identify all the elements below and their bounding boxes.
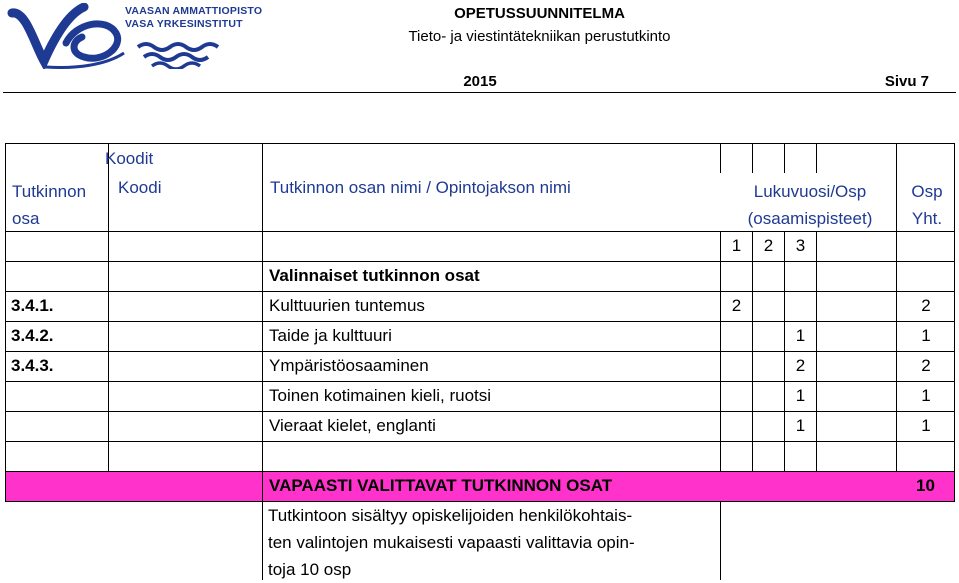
year-3-label: 3 [784,232,816,261]
row-code: 3.4.1. [11,296,54,315]
row-total: 1 [896,322,955,351]
document-title: OPETUSSUUNNITELMA [454,5,625,22]
row-name: Ympäristöosaaminen [262,352,720,381]
org-name-sv: VASA YRKESINSTITUT [125,18,243,30]
header-lukuvuosi-line1: Lukuvuosi/Osp [753,182,867,201]
table-row [5,412,955,442]
header-lukuvuosi [725,178,895,232]
header-koodit: Koodit [105,149,154,168]
row-total: 2 [896,292,955,321]
vapaa-total: 10 [916,476,935,495]
description-line1: Tutkintoon sisältyy opiskelijoiden henkilökohtais- [268,506,633,525]
row-year-3: 1 [784,322,816,351]
row-code: 3.4.3. [11,356,54,375]
table-header-row [5,143,955,232]
header-tutkinnon-osa [12,178,86,232]
row-total: 2 [896,352,955,381]
header-tutkinnon-osa-line2: osa [12,209,40,228]
row-code: 3.4.2. [11,326,54,345]
table-empty-row [5,442,955,472]
row-total: 1 [896,412,955,441]
header-osp-line1: Osp [911,182,943,201]
header-koodi: Koodi [118,178,162,197]
row-total: 1 [896,382,955,411]
description-row [5,502,955,580]
document-subtitle: Tieto- ja viestintätekniikan perustutkinto [408,28,671,45]
header-tutkinnon-osa-line1: Tutkinnon [12,182,87,201]
header-osp-line2: Yht. [911,209,943,228]
row-name: Vieraat kielet, englanti [262,412,720,441]
row-name: Taide ja kulttuuri [262,322,720,351]
header-osp-total [901,178,953,232]
table-row [5,292,955,322]
row-year-3: 1 [784,412,816,441]
header-divider [3,92,956,93]
table-row [5,382,955,412]
description-text [268,502,723,583]
row-year-1: 2 [720,292,752,321]
curriculum-table [5,143,955,580]
document-year: 2015 [463,73,497,90]
table-years-row [5,232,955,262]
description-line2: ten valintojen mukaisesti vapaasti valittavia opin- [268,533,635,552]
section-title: Valinnaiset tutkinnon osat [262,262,720,291]
header-lukuvuosi-line2: (osaamispisteet) [747,209,873,228]
header-name: Tutkinnon osan nimi / Opintojakson nimi [270,178,571,197]
row-name: Kulttuurien tuntemus [262,292,720,321]
table-row [5,352,955,382]
year-2-label: 2 [752,232,784,261]
description-line3: toja 10 osp [268,560,352,579]
section-row [5,262,955,292]
page-number: Sivu 7 [884,73,929,90]
row-name: Toinen kotimainen kieli, ruotsi [262,382,720,411]
vapaa-title: VAPAASTI VALITTAVAT TUTKINNON OSAT [262,472,896,501]
year-1-label: 1 [720,232,752,261]
vapaasti-valittavat-row [5,472,955,502]
row-year-3: 2 [784,352,816,381]
row-year-3: 1 [784,382,816,411]
table-row [5,322,955,352]
org-name-fi: VAASAN AMMATTIOPISTO [125,5,263,17]
